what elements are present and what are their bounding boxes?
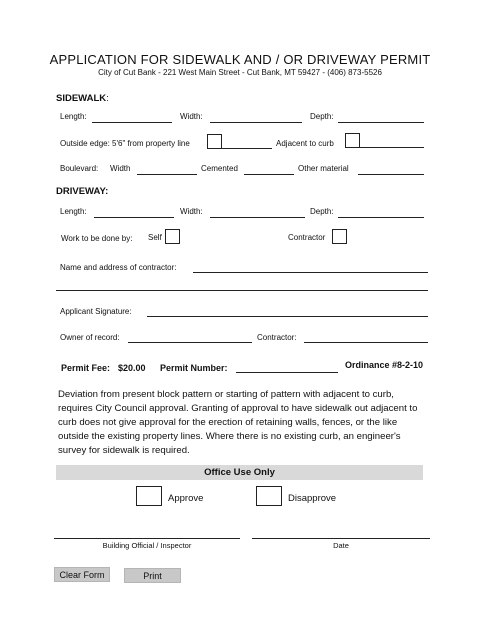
approve-label: Approve: [168, 493, 204, 504]
driveway-length-field[interactable]: [94, 217, 174, 218]
permit-number-label: Permit Number:: [160, 363, 228, 373]
self-checkbox[interactable]: [165, 229, 180, 244]
permit-fee-value: $20.00: [118, 363, 146, 373]
print-button[interactable]: Print: [124, 568, 181, 583]
other-material-field[interactable]: [358, 174, 424, 175]
contractor-choice-label: Contractor: [288, 233, 326, 242]
owner-of-record-field[interactable]: [128, 342, 252, 343]
contractor-label: Contractor:: [257, 333, 297, 342]
page-title: APPLICATION FOR SIDEWALK AND / OR DRIVEWAY PERMIT: [49, 52, 431, 67]
outside-edge-label: Outside edge: 5'6" from property line: [60, 139, 190, 148]
date-caption: Date: [333, 541, 349, 550]
ordinance-number: Ordinance #8-2-10: [345, 360, 424, 370]
driveway-depth-field[interactable]: [338, 217, 424, 218]
contractor-name-address-field[interactable]: [193, 272, 428, 273]
adjacent-curb-line: [360, 147, 424, 148]
sidewalk-length-label: Length:: [60, 112, 87, 121]
boulevard-label: Boulevard:: [60, 164, 99, 173]
adjacent-curb-label: Adjacent to curb: [276, 139, 334, 148]
cemented-field[interactable]: [244, 174, 294, 175]
permit-fee-label: Permit Fee:: [61, 363, 111, 373]
driveway-depth-label: Depth:: [310, 207, 334, 216]
cemented-label: Cemented: [201, 164, 238, 173]
sidewalk-depth-field[interactable]: [338, 122, 424, 123]
work-done-by-label: Work to be done by:: [61, 234, 133, 243]
disapprove-label: Disapprove: [288, 493, 337, 504]
driveway-length-label: Length:: [60, 207, 87, 216]
sidewalk-width-label: Width:: [180, 112, 203, 121]
contractor-checkbox[interactable]: [332, 229, 347, 244]
sidewalk-length-field[interactable]: [92, 122, 172, 123]
boulevard-width-label: Width: [110, 164, 131, 173]
clear-form-button[interactable]: Clear Form: [54, 567, 110, 582]
date-line[interactable]: [252, 538, 430, 539]
outside-edge-line: [222, 148, 272, 149]
disapprove-box[interactable]: [256, 486, 282, 506]
driveway-width-label: Width:: [180, 207, 203, 216]
page-subtitle: City of Cut Bank - 221 West Main Street - Cut Bank, MT 59427 - (406) 873-5526: [98, 68, 382, 77]
driveway-heading: DRIVEWAY:: [56, 186, 109, 197]
applicant-signature-label: Applicant Signature:: [60, 307, 132, 316]
adjacent-curb-checkbox[interactable]: [345, 133, 360, 148]
approve-box[interactable]: [136, 486, 162, 506]
self-label: Self: [148, 233, 162, 242]
driveway-width-field[interactable]: [210, 217, 305, 218]
sidewalk-heading: SIDEWALK:: [56, 93, 109, 104]
notice-paragraph: Deviation from present block pattern or starting of pattern with adjacent to curb, requires City Council approval. Granting of approval to have sidewalk out adjacent to curb does not give approval for the erection of retaining walls, fences, or the like outside the existing property lines. Where there is no existing curb, an engineer's survey for sidewalk is required.: [58, 389, 418, 456]
sidewalk-width-field[interactable]: [210, 122, 302, 123]
contractor-name-address-label: Name and address of contractor:: [60, 263, 177, 272]
official-signature-line[interactable]: [54, 538, 240, 539]
office-use-heading: Office Use Only: [56, 465, 423, 480]
sidewalk-depth-label: Depth:: [310, 112, 334, 121]
permit-number-field[interactable]: [236, 372, 338, 373]
contractor-name-address-field-2[interactable]: [56, 290, 428, 291]
other-material-label: Other material: [298, 164, 349, 173]
owner-of-record-label: Owner of record:: [60, 333, 120, 342]
applicant-signature-field[interactable]: [147, 316, 428, 317]
outside-edge-checkbox[interactable]: [207, 134, 222, 149]
contractor-field[interactable]: [304, 342, 428, 343]
boulevard-width-field[interactable]: [137, 174, 197, 175]
official-caption: Building Official / Inspector: [102, 541, 192, 550]
